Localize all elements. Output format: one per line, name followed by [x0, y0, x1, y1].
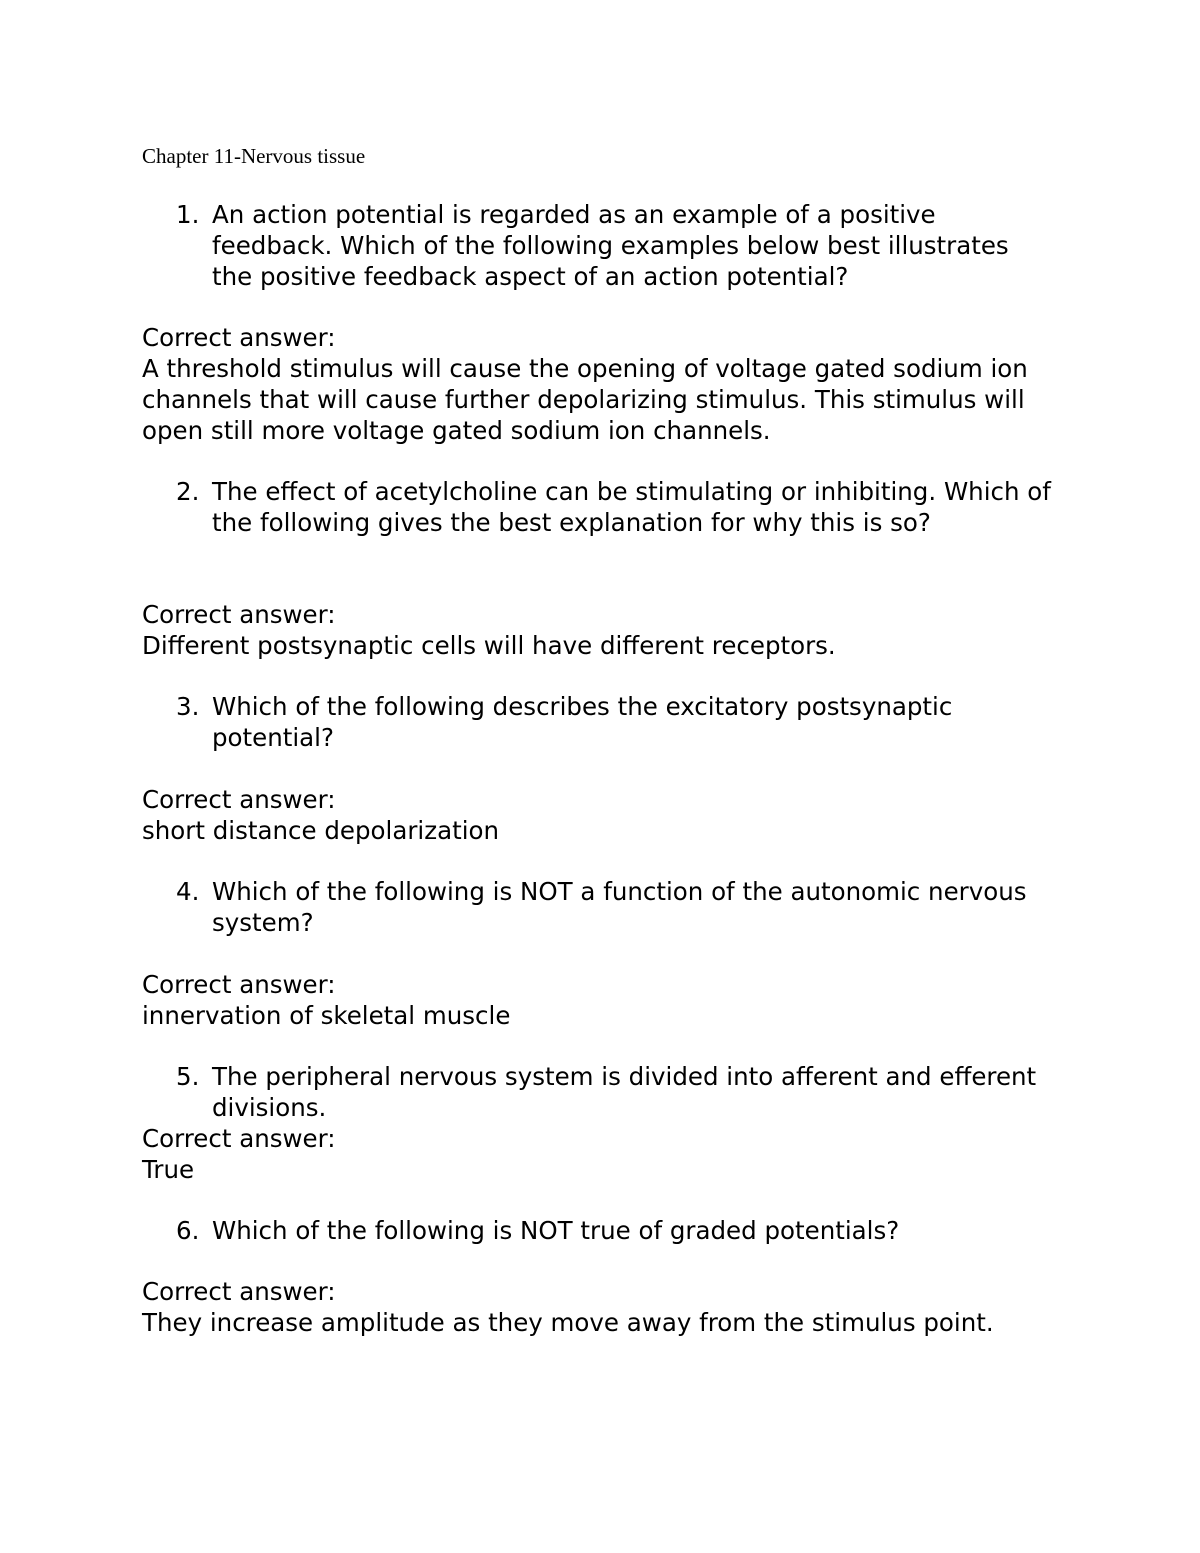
page-title: Chapter 11-Nervous tissue [142, 144, 366, 168]
question-text: Which of the following is NOT a function of the autonomic nervous system? [212, 877, 1027, 937]
question-number: 3. [176, 692, 200, 721]
answer-label: Correct answer: [142, 1277, 336, 1306]
question-5 [176, 1061, 1056, 1123]
answer-text: They increase amplitude as they move away from the stimulus point. [142, 1308, 994, 1337]
question-text: An action potential is regarded as an example of a positive feedback. Which of the following examples below best illustrates the positive feedback aspect of an action potential? [212, 200, 1009, 291]
answer-block-4 [142, 969, 1062, 1031]
question-1 [176, 199, 1056, 292]
answer-text: innervation of skeletal muscle [142, 1001, 511, 1030]
answer-label: Correct answer: [142, 970, 336, 999]
answer-block-3 [142, 784, 1062, 846]
answer-label: Correct answer: [142, 1124, 336, 1153]
question-text: Which of the following describes the excitatory postsynaptic potential? [212, 692, 953, 752]
answer-block-5 [142, 1123, 1062, 1185]
answer-block-2 [142, 599, 1062, 661]
question-text: The peripheral nervous system is divided into afferent and efferent divisions. [212, 1062, 1037, 1122]
answer-text: short distance depolarization [142, 816, 500, 845]
answer-text: True [142, 1155, 195, 1184]
answer-text: Different postsynaptic cells will have different receptors. [142, 631, 836, 660]
question-4 [176, 876, 1056, 938]
answer-block-6 [142, 1276, 1062, 1338]
answer-label: Correct answer: [142, 323, 336, 352]
question-text: The effect of acetylcholine can be stimulating or inhibiting. Which of the following gives the best explanation for why this is so? [212, 477, 1051, 537]
question-number: 6. [176, 1216, 200, 1245]
answer-block-1 [142, 322, 1062, 446]
question-number: 1. [176, 200, 200, 229]
question-3 [176, 691, 1056, 753]
question-number: 5. [176, 1062, 200, 1091]
answer-text: A threshold stimulus will cause the opening of voltage gated sodium ion channels that will cause further depolarizing stimulus. This stimulus will open still more voltage gated sodium ion channels. [142, 354, 1028, 445]
question-text: Which of the following is NOT true of graded potentials? [212, 1216, 900, 1245]
question-2 [176, 476, 1056, 538]
answer-label: Correct answer: [142, 785, 336, 814]
question-number: 2. [176, 477, 200, 506]
answer-label: Correct answer: [142, 600, 336, 629]
question-number: 4. [176, 877, 200, 906]
question-6 [176, 1215, 1056, 1246]
